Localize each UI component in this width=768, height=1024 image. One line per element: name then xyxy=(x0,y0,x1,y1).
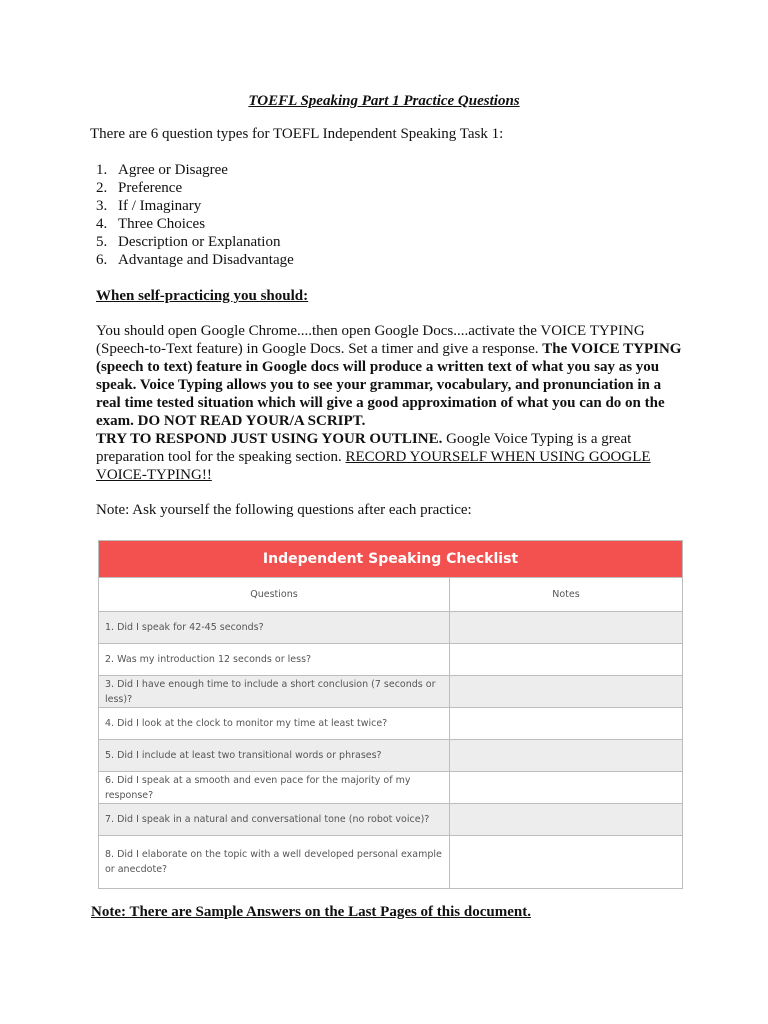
page-title: TOEFL Speaking Part 1 Practice Questions xyxy=(248,93,520,109)
question-cell: 8. Did I elaborate on the topic with a well developed personal example or anecdote? xyxy=(99,836,450,889)
list-item: 2. Preference xyxy=(96,180,183,196)
question-cell: 6. Did I speak at a smooth and even pace for the majority of my response? xyxy=(99,772,450,804)
list-item: 4. Three Choices xyxy=(96,216,206,232)
question-cell: 4. Did I look at the clock to monitor my time at least twice? xyxy=(99,708,450,740)
sample-answers-note: Note: There are Sample Answers on the Last Pages of this document. xyxy=(91,904,531,920)
question-cell: 7. Did I speak in a natural and conversational tone (no robot voice)? xyxy=(99,804,450,836)
table-row xyxy=(99,772,683,804)
table-row xyxy=(99,740,683,772)
table-row xyxy=(99,644,683,676)
speaking-checklist-table xyxy=(98,540,683,889)
table-row xyxy=(99,836,683,889)
list-item: 3. If / Imaginary xyxy=(96,198,202,214)
notes-cell xyxy=(450,772,683,804)
table-row xyxy=(99,676,683,708)
instructions-paragraph: You should open Google Chrome....then open Google Docs....activate the VOICE TYPING (Speech-to-Text feature) in Google Docs. Set a timer and give a response. The VOICE TYPING (speech to text) feature in Google docs will produce a written text of what you say as you speak. Voice Typing allows you to see your grammar, vocabulary, and pronunciation in a real time tested situation which will give a good approximation of what you can do on the exam. DO NOT READ YOUR/A SCRIPT. TRY TO RESPOND JUST USING YOUR OUTLINE. Google Voice Typing is a great preparation tool for the speaking section. RECORD YOURSELF WHEN USING GOOGLE VOICE-TYPING!! xyxy=(96,323,682,483)
table-row xyxy=(99,804,683,836)
question-cell: 2. Was my introduction 12 seconds or less? xyxy=(99,644,450,676)
table-row xyxy=(99,708,683,740)
table-row xyxy=(99,612,683,644)
practice-note: Note: Ask yourself the following questions after each practice: xyxy=(96,502,472,518)
column-header-notes: Notes xyxy=(450,578,683,612)
self-practice-heading: When self-practicing you should: xyxy=(96,288,309,304)
notes-cell xyxy=(450,676,683,708)
list-item: 1. Agree or Disagree xyxy=(96,162,228,178)
notes-cell xyxy=(450,708,683,740)
question-cell: 5. Did I include at least two transitional words or phrases? xyxy=(99,740,450,772)
question-cell: 3. Did I have enough time to include a short conclusion (7 seconds or less)? xyxy=(99,676,450,708)
list-item: 5. Description or Explanation xyxy=(96,234,281,250)
notes-cell xyxy=(450,644,683,676)
intro-text: There are 6 question types for TOEFL Independent Speaking Task 1: xyxy=(90,126,504,142)
column-header-questions: Questions xyxy=(99,578,450,612)
notes-cell xyxy=(450,836,683,889)
notes-cell xyxy=(450,804,683,836)
notes-cell xyxy=(450,740,683,772)
question-types-list xyxy=(96,161,294,269)
notes-cell xyxy=(450,612,683,644)
list-item: 6. Advantage and Disadvantage xyxy=(96,252,294,268)
question-cell: 1. Did I speak for 42-45 seconds? xyxy=(99,612,450,644)
checklist-title: Independent Speaking Checklist xyxy=(99,541,683,578)
